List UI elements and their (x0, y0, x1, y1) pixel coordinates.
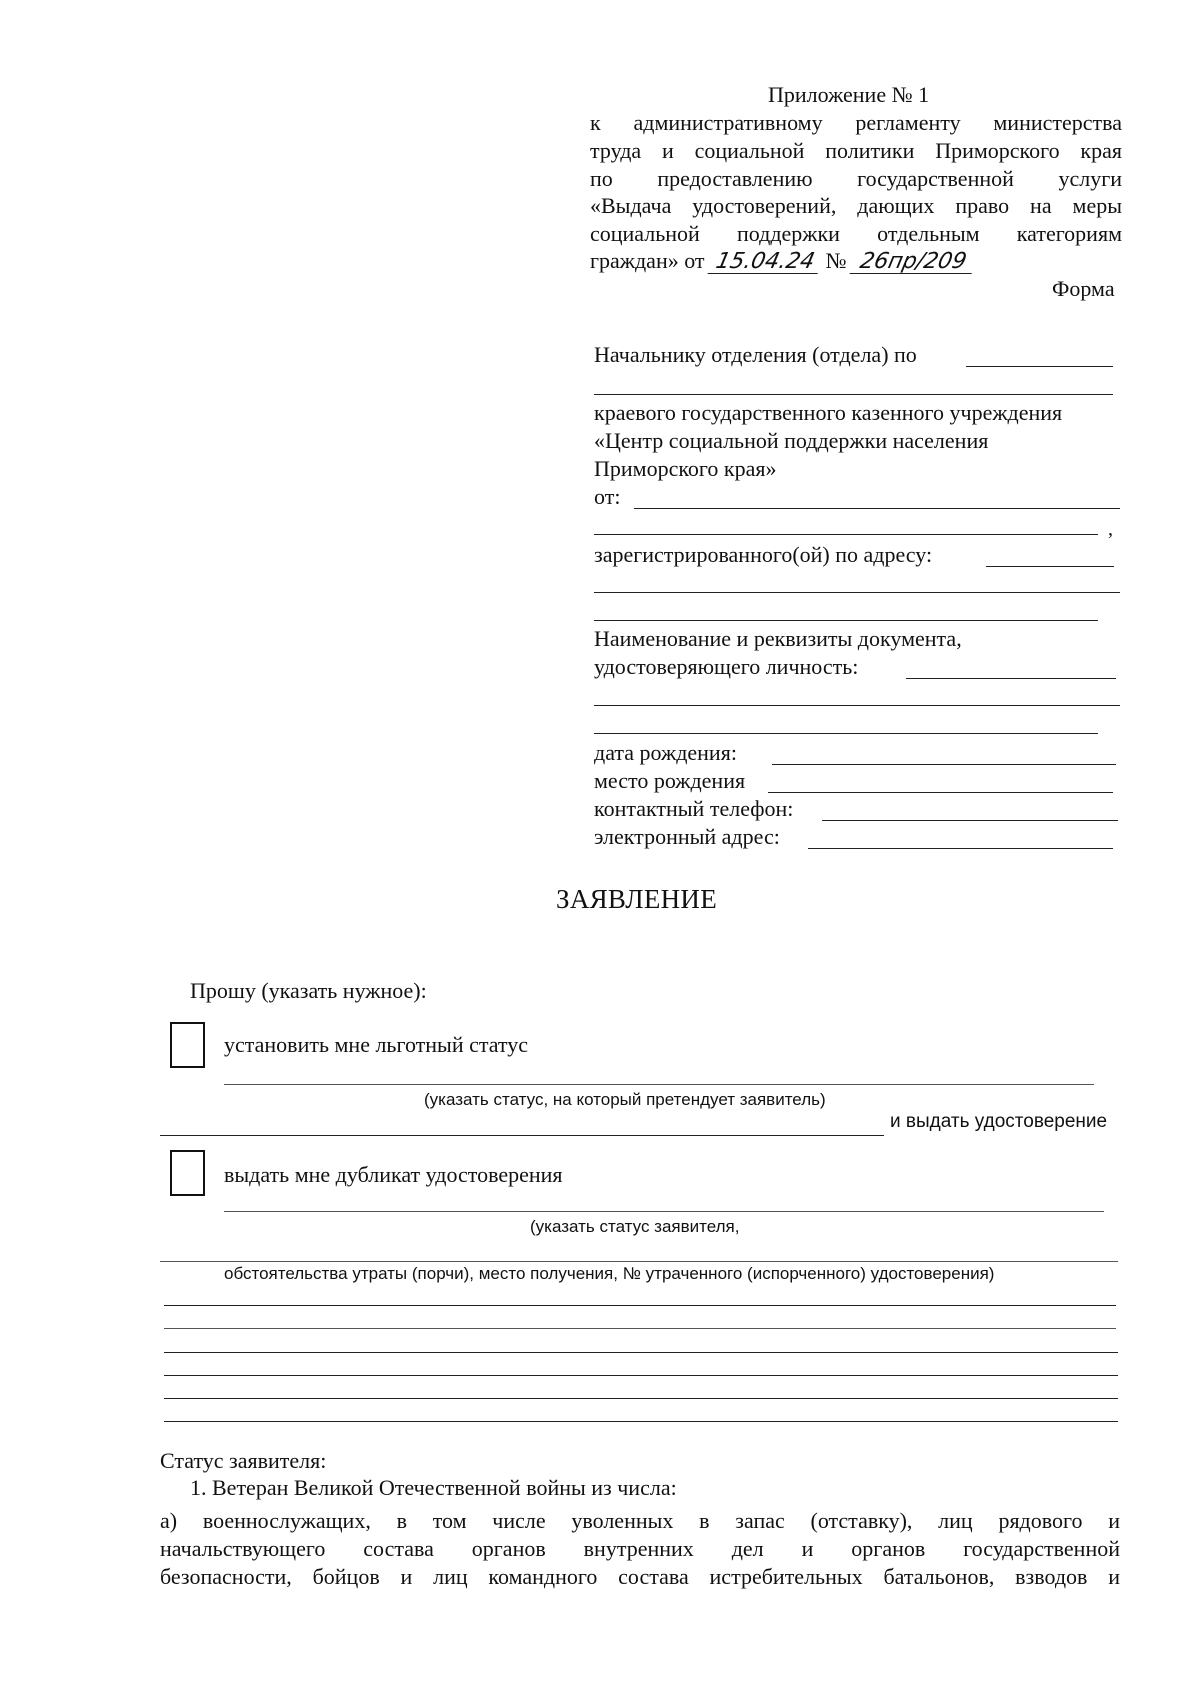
address-label: зарегистрированного(ой) по адресу: (594, 542, 933, 567)
appendix-last-prefix: граждан» от (590, 248, 705, 273)
details-field-line[interactable] (164, 1352, 1118, 1353)
address-field[interactable] (986, 566, 1114, 567)
duplicate-status-field[interactable] (224, 1211, 1104, 1212)
handwritten-number: 26пр/209 (850, 251, 977, 274)
email-label: электронный адрес: (594, 824, 780, 849)
appendix-line: по предоставлению государственной услуги (590, 166, 1122, 191)
institution-line: Приморского края» (594, 456, 777, 481)
duplicate-status-caption: (указать статус заявителя, (530, 1217, 740, 1236)
address-field-line2[interactable] (594, 592, 1120, 593)
applicant-name-field[interactable] (634, 508, 1120, 509)
status-heading: Статус заявителя: (160, 1448, 327, 1473)
handwritten-date: 15.04.24 (708, 251, 823, 274)
details-field-line[interactable] (164, 1375, 1118, 1376)
details-field-line[interactable] (164, 1421, 1118, 1422)
id-document-label: Наименование и реквизиты документа, (594, 626, 962, 651)
phone-label: контактный телефон: (594, 796, 794, 821)
status-paragraph-line: безопасности, бойцов и лиц командного состава истребительных батальонов, взводов и (160, 1564, 1120, 1589)
id-document-label-continued: удостоверяющего личность: (594, 654, 859, 679)
appendix-line: к административному регламенту министерства (590, 110, 1122, 135)
loss-circumstances-caption: обстоятельства утраты (порчи), место получения, № утраченного (испорченного) удостоверения) (224, 1264, 995, 1283)
applicant-name-field-continued[interactable] (594, 534, 1098, 535)
appendix-line: социальной поддержки отдельным категориям (590, 221, 1122, 246)
details-field-line[interactable] (164, 1305, 1116, 1306)
appendix-line: «Выдача удостоверений, дающих право на меры (590, 193, 1122, 218)
request-intro: Прошу (указать нужное): (190, 978, 427, 1003)
number-sign: № (825, 248, 847, 273)
appendix-title: Приложение № 1 (768, 82, 930, 107)
institution-line: краевого государственного казенного учреждения (594, 400, 1063, 425)
option1-checkbox[interactable] (170, 1022, 205, 1068)
status-paragraph-line: а) военнослужащих, в том числе уволенных в запас (отставку), лиц рядового и (160, 1508, 1120, 1533)
status-claim-field-continued[interactable] (160, 1135, 884, 1136)
id-document-field-line2[interactable] (594, 705, 1120, 706)
institution-line: «Центр социальной поддержки населения (594, 428, 989, 453)
loss-circumstances-field[interactable] (160, 1261, 1118, 1262)
issue-certificate-text: и выдать удостоверение (890, 1111, 1108, 1132)
details-field-line[interactable] (164, 1398, 1118, 1399)
status-claim-caption: (указать статус, на который претендует заявитель) (424, 1090, 826, 1109)
head-department-field-continued[interactable] (594, 394, 1113, 395)
birth-date-label: дата рождения: (594, 740, 737, 765)
appendix-date-line (590, 248, 974, 274)
head-department-field[interactable] (966, 366, 1113, 367)
status-claim-field[interactable] (224, 1084, 1094, 1085)
option1-label: установить мне льготный статус (224, 1032, 529, 1057)
option2-label: выдать мне дубликат удостоверения (224, 1162, 563, 1187)
option2-checkbox[interactable] (170, 1150, 205, 1196)
id-document-field[interactable] (906, 678, 1116, 679)
birth-place-label: место рождения (594, 768, 746, 793)
document-title: ЗАЯВЛЕНИЕ (556, 884, 718, 914)
comma: , (1108, 518, 1113, 540)
email-field[interactable] (808, 848, 1113, 849)
phone-field[interactable] (822, 820, 1118, 821)
status-paragraph-line: начальствующего состава органов внутренних дел и органов государственной (160, 1536, 1120, 1561)
birth-date-field[interactable] (772, 764, 1116, 765)
from-label: от: (594, 484, 621, 509)
status-item-1: 1. Ветеран Великой Отечественной войны из числа: (190, 1475, 677, 1500)
head-label: Начальнику отделения (отдела) по (594, 342, 917, 367)
form-label: Форма (1052, 276, 1115, 301)
appendix-line: труда и социальной политики Приморского края (590, 138, 1122, 163)
id-document-field-line3[interactable] (594, 733, 1098, 734)
details-field-line[interactable] (164, 1328, 1116, 1329)
birth-place-field[interactable] (768, 792, 1113, 793)
address-field-line3[interactable] (594, 620, 1098, 621)
